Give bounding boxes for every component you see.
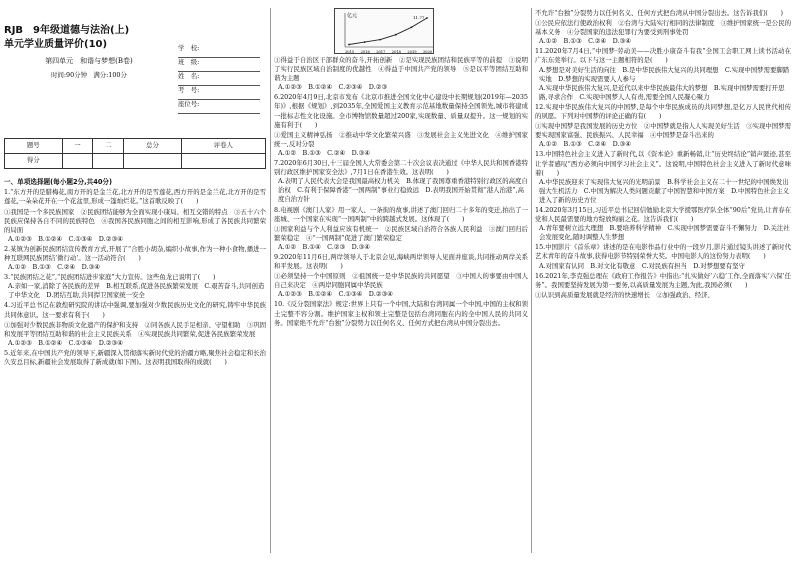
answer-options: A.①② B.①③ C.②④ D.③④ [8,263,100,272]
question-text: 16.2021年,李克强总理在《政府工作报告》中指出:“扎实做好‘六稳’工作,全面落实‘六保’任务”。我国要坚持发展为第一要务,以高质量发展为主题,为此,我国必须( ) [535,271,791,289]
info-school[interactable]: 学 校: [178,44,260,58]
score-header-question: 题号 [5,139,63,154]
question-text: 4.习近平总书记在敦煌研究院的讲话中强调,要加强对少数民族历史文化的研究,铸牢中华民族共同体意识。这一要求有利于( ) [4,301,266,319]
question-text: ①认识到高质量发展就是经济的快速增长 ②加强政治、经济、 [535,290,714,299]
score-cell[interactable] [124,154,182,169]
answer-options: A.中华民族迎来了实现伟大复兴的光明前景 B.科学社会主义在二十一世纪的中国焕发出强大生机活力 C.中国为解决人类问题贡献了中国智慧和中国方案 D.中国特色社会主义进入了新的历史方位 [539,177,790,204]
question-text: ①得益于自治区干部群众的奋斗,开拓创新 ②是实现民族团结和民族平等的前提 ③说明了实行民族区域自治制度的优越性 ④得益于中国共产党的领导 ⑤是以平等团结互助和谐为主题 [274,56,528,83]
data-point [426,17,428,19]
answer-options: A.青年要树立远大理想 B.要培养科学精神 C.实现中国梦需要奋斗不懈努力 D.关注社会发展变化,随时调整人生梦想 [539,224,790,242]
column-left [4,8,268,558]
x-tick-label: 2020 [423,50,433,54]
question-text: 5.近年来,在中国共产党的领导下,新疆深入贯彻落实新时代党的治疆方略,聚焦社会稳定和长治久安总目标,新疆社会发展取得了新成就(如下图)。这表明我国取得的成就( ) [4,348,266,367]
answer-options: A.①②③ B.①②④ C.②③④ D.②③ [278,83,388,92]
question-text: 15.中国影片《首乐章》讲述的是在电影作品行业中的一段岁月,影片通过镜头讲述了新时代艺术青年的奋斗故事,获得电影节特别荣誉大奖。中国电影人的这份努力表明( ) [535,243,791,261]
answer-options: A.①② B.①③ C.②④ D.③④ [278,148,370,157]
question-text: ①国家利益与个人利益应该有机统一 ②民族区域自治符合各族人民利益 ③澳门回归后繁荣稳定 ④“一国两制”促进了澳门繁荣稳定 [274,224,528,242]
column-divider [270,8,271,553]
score-cell[interactable] [93,154,124,169]
x-tick-label: 2019 [407,50,417,54]
student-info-fields [178,44,260,114]
exam-time-score: 时间:90分钟 满分:100分 [51,70,127,79]
exam-title-line2: 单元学业质量评价(10) [4,38,108,50]
score-header-part1: 一 [62,139,93,154]
question-text: 6.2020年4月9日,北京市发布《北京市推进全国文化中心建设中长期规划(2019年—2035年)》,根据《规划》,到2035年,全国爱国主义教育示范基地数量保持全国领先,城市将建成一批标志性文化设施。全市博物馆数量超过200家,实现数量、质量双提升。这一规划的实施有利于( ) [274,93,528,129]
question-text: 2.某镇为创新民族团结宣传教育方式,开展了“合胜小胡杂,编织小故事,作为一种小食物,播进一种互联网民族团结‘微行动’。这一活动符合( ) [4,244,266,263]
score-header-grader: 评卷人 [181,139,265,154]
question-text: ①公民应依法行使政治权利 ②台湾与大陆实行相同的法律制度 ③维护国家统一是公民的基本义务 ④分裂国家的违法犯罪行为要受到刑事处罚 [535,19,791,37]
x-tick-label: 2017 [376,50,386,54]
question-text: ①爱国主义精神弘扬 ②推动中华文化繁荣兴盛 ③发展社会主义先进文化 ④维护国家统一,反对分裂 [274,130,528,148]
answer-options: A.表明了人民代表大会是我国最高权力机关 B.体现了我国尊重香港特别行政区的高度自治权 C.有利于保障香港“一国两制”事业行稳致远 D.表明我国开始贯彻“港人治港”,高度自治方针 [278,177,528,204]
data-point [364,41,366,43]
answer-options: A.实现中华民族伟大复兴,是近代以来中华民族最伟大的梦想 B.实现中国梦需要打开思路,寻求合作 C.实现中国梦人人有责,需要全国人民凝心聚力 [539,83,785,101]
question-text: 14.2020年3月15日,习近平总书记回信勉励北京大学援鄂医疗队全体“90后”党员,让青春在党和人民最需要的地方绽放绚丽之花。这告诉我们( ) [535,205,791,224]
answer-options: A.①② B.①③ C.②④ D.③④ [539,140,631,149]
answer-options: A.梦想是对美好生活的向往 B.是中华民族伟大复兴的共同理想 C.实现中国梦需要脚踏实地 D.梦想的实现需要人人参与 [539,65,790,83]
question-text: ①我国是一个多民族国家 ②民族团结能够为全面实现小康局、相互交错的特点 ③五十六个民族应保持各自不同的民族特色 ④我国各民族同胞之间的相互影响,形成了各民族共同繁荣的局面 [4,207,267,234]
info-seat-number[interactable]: 座位号: [178,100,260,114]
answer-options: A.①②③ B.①②④ C.①③④ D.②③④ [8,338,123,347]
question-text: 7.2020年6月30日,十三届全国人大常委会第二十次会议表决通过《中华人民共和国香港特别行政区维护国家安全法》,7月1日在香港生效。这表明( ) [274,159,528,177]
x-tick-label: 2016 [360,50,370,54]
line-chart-svg [335,9,435,55]
development-chart [334,8,434,54]
data-point [379,39,381,41]
x-tick-label: 2018 [391,50,401,54]
data-point [395,34,397,36]
data-label: 11.77 [413,15,425,21]
info-name[interactable]: 姓 名: [178,72,260,86]
score-cell[interactable] [181,154,265,169]
question-text: 1.“东方开的是腊梅花,南方开的是金兰花,北方开的是雪莲花,西方开的是金兰花,北方开的是雪莲花,一朵朵花开在一个花盆里,形成一篷灿烂花。”这首歌反映了( ) [4,188,266,206]
x-tick-label: 2015 [345,50,355,54]
score-table [4,138,266,169]
question-text: 12.实现中华民族伟大复兴的中国梦,是每个中华民族成员的共同梦想,是亿万人民世代相传的夙愿。下列对中国梦的评论正确的有( ) [535,102,791,121]
question-text: 9.2020年11月6日,两岸领导人于北京会见,海峡两岸领导人见面并座谈,共同推动两岸关系和平发展。这表明( ) [274,252,528,271]
question-text: 13.中国特色社会主义进入了新时代,以《资本论》重新畅销,让“历史终结论”销声匿迹,甚至让学者感叹“西方必须向中国学习社会主义”。这说明,中国特色社会主义进入了新时代意味着( ) [535,150,791,177]
column-divider [531,8,532,553]
question-text: 10.《反分裂国家法》规定:世界上只有一个中国,大陆和台湾同属一个中国,中国的主权和领土完整不容分割。维护国家主权和领土完整是包括台湾同胞在内的全中国人民的共同义务。国家绝不允许“台独”分裂势力以任何名义、任何方式把台湾从中国分裂出去。 [274,300,528,327]
score-row-label: 得分 [5,154,63,169]
question-text: 3.“民族团结之花”,“民族团结进步家庭”大力宣传。这些鱼龙已说明了( ) [4,273,216,282]
column-right [535,8,791,558]
info-exam-number[interactable]: 考 号: [178,86,260,100]
series-line [349,18,427,45]
exam-subtitle: 第四单元 和谐与梦想(B卷) [45,57,133,65]
data-point [411,26,413,28]
answer-options: A.①② B.①④ C.②③ D.③④ [278,242,370,251]
column-middle [274,8,528,558]
answer-options: A.对国家有认同 B.对文化有敬意 C.对民族有担当 D.对梦想要有坚守 [539,261,745,270]
question-text: ①必须坚持一个中国原则 ②祖国统一是中华民族的共同愿望 ③中国人的事要由中国人自己来决定 ④两岸同胞同属中华民族 [274,272,528,290]
answer-options: A.①②③ B.①②④ C.①③④ D.②③④ [8,234,123,243]
score-header-part2: 二 [93,139,124,154]
question-text: 8.电视剧《澳门人家》用一家人、一条街的故事,讲述了澳门回归二十多年的变迁,拍出了一座城、一个国家在实现“一国两制”中的跨越式发展。这体现了( ) [274,205,528,223]
answer-options: A.①② B.①③ C.②④ D.③④ [539,37,631,46]
exam-title-line1: RJB 9年级道德与法治(上) [4,25,130,36]
data-point [348,44,350,46]
answer-options: A.亲如一家,消除了各民族的差异 B.相互联系,促进各民族繁荣发展 C.艰苦奋斗,共同创造了中华文化 D.团结互助,共同捍卫国家统一安全 [8,282,265,300]
info-class[interactable]: 班 级: [178,58,260,72]
section-title: 一、单项选择题(每小题2分,共40分) [4,178,113,186]
y-axis-label: 亿元 [347,13,358,19]
question-text: ①实现中国梦是我国发展的历史方位 ②中国梦就是指人人实现美好生活 ③实现中国梦需要实现国家富强、民族振兴、人民幸福 ④中国梦是奋斗出来的 [535,122,791,140]
question-text: 11.2020年7月4日,“中国梦·劳动美——决胜小康奋斗有我”全国工会职工网上读书活动在广东东莞举行。以下与这一主题相符的是( ) [535,47,791,65]
score-cell[interactable] [62,154,93,169]
score-header-total: 总分 [124,139,182,154]
answer-options: A.①②③ B.①②④ C.①③④ D.②③④ [278,290,393,299]
question-text: 不允许“台独”分裂势力以任何名义、任何方式把台湾从中国分裂出去。这告诉我们( ) [535,9,783,17]
question-text: ①加强对少数民族非物质文化遗产的保护和支持 ②同各族人民手足相亲、守望相助 ③巩固和发展平等团结互助和谐的社会主义民族关系 ④实现民族共同繁荣,促进各民族繁荣发展 [4,320,267,338]
